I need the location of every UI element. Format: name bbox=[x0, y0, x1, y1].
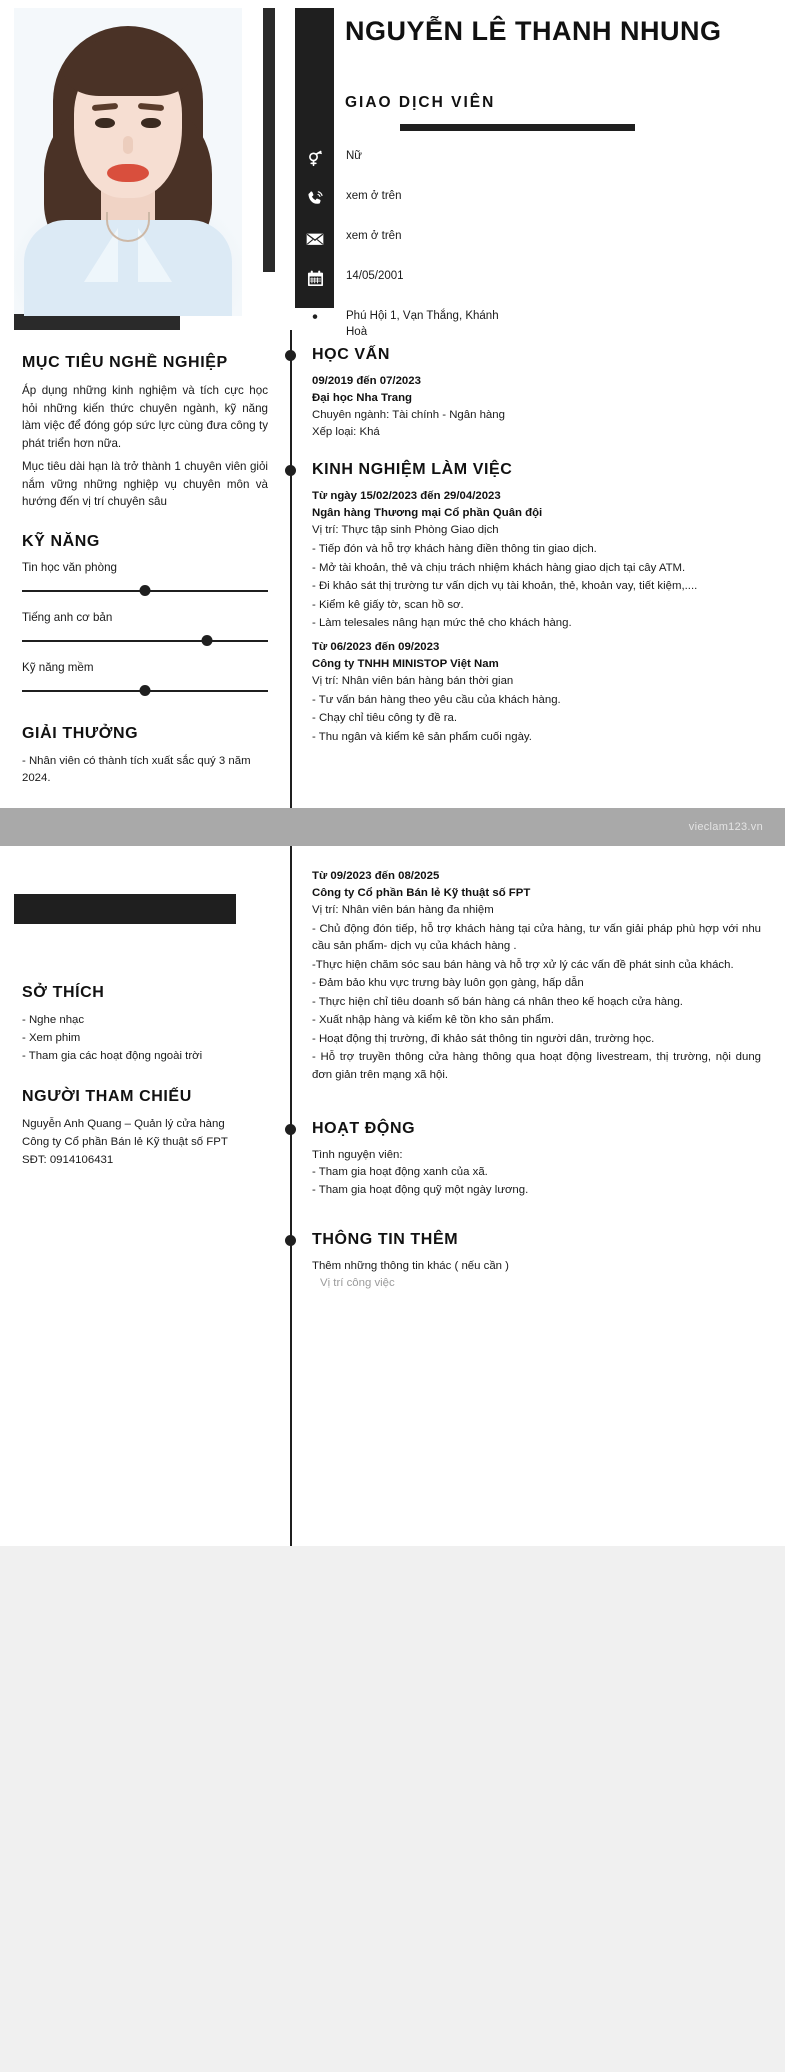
experience-bullets bbox=[312, 692, 761, 747]
timeline-dot-icon bbox=[285, 465, 296, 476]
interest-item: - Nghe nhạc bbox=[22, 1013, 85, 1026]
additional-header bbox=[312, 1231, 761, 1249]
skill-slider-0[interactable] bbox=[22, 584, 268, 598]
experience-bullet: - Thu ngân và kiểm kê sản phẩm cuối ngày. bbox=[312, 730, 532, 743]
email-icon bbox=[300, 228, 330, 249]
cv-body-page2 bbox=[0, 846, 785, 1546]
portrait-eye-left bbox=[95, 118, 115, 128]
phone-icon bbox=[300, 188, 330, 208]
left-column-page2 bbox=[0, 846, 290, 1546]
experience-date: Từ 06/2023 đến 09/2023 bbox=[312, 640, 440, 653]
activities-entry bbox=[312, 1147, 761, 1199]
additional-title: THÔNG TIN THÊM bbox=[312, 1231, 459, 1248]
header-divider bbox=[400, 124, 635, 131]
candidate-name: NGUYỄN LÊ THANH NHUNG bbox=[345, 16, 722, 46]
experience-bullet: - Kiểm kê giấy tờ, scan hồ sơ. bbox=[312, 598, 464, 611]
contact-value-birthday: 14/05/2001 bbox=[346, 270, 404, 282]
skill-knob-2[interactable] bbox=[140, 685, 151, 696]
portrait-lips bbox=[107, 164, 149, 182]
activity-item: - Tham gia hoạt động quỹ một ngày lương. bbox=[312, 1184, 529, 1196]
contact-row-email bbox=[300, 228, 760, 257]
timeline-dot-icon bbox=[285, 1235, 296, 1246]
experience-bullets bbox=[312, 921, 761, 1085]
interests-title: SỞ THÍCH bbox=[22, 983, 105, 1001]
interest-item: - Xem phim bbox=[22, 1031, 81, 1044]
contact-value-address: Phú Hội 1, Vạn Thắng, Khánh Hoà bbox=[346, 310, 499, 338]
experience-bullets bbox=[312, 541, 761, 633]
experience-position: Vị trí: Nhân viên bán hàng đa nhiệm bbox=[312, 903, 494, 916]
experience-org: Ngân hàng Thương mại Cổ phần Quân đội bbox=[312, 507, 543, 519]
objective-paragraph-1: Áp dụng những kinh nghiệm và tích cực học hỏi những kiến thức chuyên ngành, kỹ năng làm việc để đóng góp sức lực cùng đưa công ty phát triển hơn nữa. bbox=[22, 384, 268, 450]
page-break-bar bbox=[0, 808, 785, 846]
decorative-black-bar bbox=[14, 894, 236, 924]
spacer bbox=[312, 447, 761, 461]
reference-line: Công ty Cổ phần Bán lẻ Kỹ thuật số FPT bbox=[22, 1135, 228, 1148]
education-grade: Xếp loại: Khá bbox=[312, 426, 380, 438]
experience-bullet: - Làm telesales nâng hạn mức thẻ cho khách hàng. bbox=[312, 617, 572, 629]
experience-bullet: - Thực hiện chỉ tiêu doanh số bán hàng cá nhân theo kế hoạch cửa hàng. bbox=[312, 995, 683, 1008]
portrait-fringe bbox=[64, 38, 192, 96]
experience-bullet: -Thực hiện chăm sóc sau bán hàng và hỗ trợ xử lý các vấn đề phát sinh của khách. bbox=[312, 958, 734, 971]
spacer bbox=[22, 868, 268, 984]
profile-photo-container bbox=[14, 8, 242, 330]
cv-header bbox=[0, 0, 785, 338]
calendar-icon bbox=[300, 268, 330, 288]
education-title: HỌC VẤN bbox=[312, 346, 390, 363]
gender-icon bbox=[300, 148, 330, 168]
references-title: NGƯỜI THAM CHIẾU bbox=[22, 1087, 192, 1105]
education-header bbox=[312, 346, 761, 364]
skill-label-0: Tin học văn phòng bbox=[22, 560, 117, 574]
activities-header bbox=[312, 1120, 761, 1138]
spacer bbox=[312, 1298, 761, 1418]
education-date: 09/2019 đến 07/2023 bbox=[312, 375, 421, 387]
experience-bullet: - Đảm bảo khu vực trưng bày luôn gọn gàng, hấp dẫn bbox=[312, 977, 584, 989]
additional-placeholder[interactable]: Vị trí công việc bbox=[320, 1277, 395, 1289]
activity-item: - Tham gia hoạt động xanh của xã. bbox=[312, 1166, 488, 1178]
experience-bullet: - Hỗ trợ truyền thông cửa hàng thông qua hoạt động livestream, thị trường, nội dung đơn giản trên mạng xã hội. bbox=[312, 1051, 761, 1081]
experience-bullet: - Đi khảo sát thị trường tư vấn dịch vụ tài khoản, thẻ, khoản vay, tiết kiệm,.... bbox=[312, 580, 698, 592]
education-major: Chuyên ngành: Tài chính - Ngân hàng bbox=[312, 409, 505, 421]
additional-line: Thêm những thông tin khác ( nếu cần ) bbox=[312, 1260, 509, 1272]
contact-value-phone: xem ở trên bbox=[346, 190, 402, 202]
interest-item: - Tham gia các hoạt động ngoài trời bbox=[22, 1049, 203, 1062]
experience-entry bbox=[312, 488, 761, 633]
skill-slider-2[interactable] bbox=[22, 684, 268, 698]
experience-bullet: - Tư vấn bán hàng theo yêu cầu của khách hàng. bbox=[312, 693, 561, 706]
experience-header bbox=[312, 461, 761, 479]
experience-bullet: - Mở tài khoản, thẻ và chịu trách nhiệm khách hàng giao dịch tại cây ATM. bbox=[312, 561, 686, 574]
objective-paragraph-2: Mục tiêu dài hạn là trở thành 1 chuyên viên giỏi nắm vững những nghiệp vụ chuyên môn và hướng đến vị trí chuyên sâu bbox=[22, 460, 268, 508]
experience-entry bbox=[312, 868, 761, 1085]
right-column-page1 bbox=[290, 330, 785, 808]
experience-org: Công ty TNHH MINISTOP Việt Nam bbox=[312, 657, 499, 670]
experience-bullet: - Chạy chỉ tiêu công ty đề ra. bbox=[312, 712, 457, 724]
avatar bbox=[14, 8, 242, 316]
activities-title: HOẠT ĐỘNG bbox=[312, 1120, 416, 1137]
skill-label-1: Tiếng anh cơ bản bbox=[22, 610, 113, 624]
contact-list bbox=[300, 148, 760, 351]
experience-title: KINH NGHIỆM LÀM VIỆC bbox=[312, 461, 513, 478]
contact-row-gender bbox=[300, 148, 760, 177]
experience-position: Vị trí: Thực tập sinh Phòng Giao dịch bbox=[312, 524, 499, 536]
timeline-dot-icon bbox=[285, 350, 296, 361]
candidate-role: GIAO DỊCH VIÊN bbox=[345, 94, 496, 111]
skill-label-2: Kỹ năng mềm bbox=[22, 660, 94, 674]
timeline-dot-icon bbox=[285, 1124, 296, 1135]
experience-bullet: - Hoạt động thị trường, đi khảo sát thông tin người dân, trường học. bbox=[312, 1032, 655, 1045]
skills-title: KỸ NĂNG bbox=[22, 532, 100, 550]
left-column-page1 bbox=[0, 330, 290, 808]
skill-knob-1[interactable] bbox=[201, 635, 212, 646]
experience-bullet: - Chủ động đón tiếp, hỗ trợ khách hàng tại cửa hàng, tư vấn giải pháp phù hợp với nhu cầu sản phẩm- dịch vụ của khách hàng . bbox=[312, 922, 761, 952]
cv-body-page1 bbox=[0, 330, 785, 808]
photo-accent-bar bbox=[14, 314, 180, 330]
right-column-inner bbox=[290, 868, 761, 1419]
additional-entry bbox=[312, 1258, 761, 1292]
activities-intro: Tình nguyện viên: bbox=[312, 1149, 403, 1161]
skill-slider-1[interactable] bbox=[22, 634, 268, 648]
objective-title: MỤC TIÊU NGHỀ NGHIỆP bbox=[22, 354, 228, 371]
portrait-nose bbox=[123, 136, 133, 154]
experience-date: Từ ngày 15/02/2023 đến 29/04/2023 bbox=[312, 490, 501, 502]
skill-knob-0[interactable] bbox=[140, 585, 151, 596]
location-pin-icon bbox=[300, 308, 330, 329]
portrait-collar-right bbox=[138, 228, 172, 282]
experience-bullet: - Tiếp đón và hỗ trợ khách hàng điền thông tin giao dịch. bbox=[312, 543, 597, 555]
contact-value-email: xem ở trên bbox=[346, 230, 402, 242]
right-column-inner bbox=[290, 346, 761, 746]
spacer bbox=[22, 711, 268, 725]
experience-bullet: - Xuất nhập hàng và kiểm kê tồn kho sản phẩm. bbox=[312, 1014, 554, 1026]
contact-row-phone bbox=[300, 188, 760, 217]
reference-line: Nguyễn Anh Quang – Quản lý cửa hàng bbox=[22, 1117, 225, 1130]
education-entry bbox=[312, 373, 761, 441]
contact-row-birthday bbox=[300, 268, 760, 297]
award-item-0: - Nhân viên có thành tích xuất sắc quý 3 năm 2024. bbox=[22, 754, 251, 784]
experience-org: Công ty Cổ phần Bán lẻ Kỹ thuật số FPT bbox=[312, 886, 531, 899]
contact-value-gender: Nữ bbox=[346, 150, 363, 162]
skill-track-1 bbox=[22, 640, 268, 643]
experience-entry bbox=[312, 639, 761, 747]
spacer bbox=[312, 1205, 761, 1231]
experience-date: Từ 09/2023 đến 08/2025 bbox=[312, 869, 440, 882]
header-accent-bar-thin bbox=[263, 8, 275, 272]
right-column-page2 bbox=[290, 846, 785, 1546]
spacer bbox=[312, 1090, 761, 1120]
awards-title: GIẢI THƯỞNG bbox=[22, 724, 139, 742]
watermark: vieclam123.vn bbox=[688, 820, 763, 833]
portrait-eye-right bbox=[141, 118, 161, 128]
education-school: Đại học Nha Trang bbox=[312, 392, 413, 404]
experience-position: Vị trí: Nhân viên bán hàng bán thời gian bbox=[312, 674, 514, 687]
spacer bbox=[22, 1066, 268, 1088]
reference-line: SĐT: 0914106431 bbox=[22, 1153, 114, 1166]
spacer bbox=[22, 511, 268, 533]
